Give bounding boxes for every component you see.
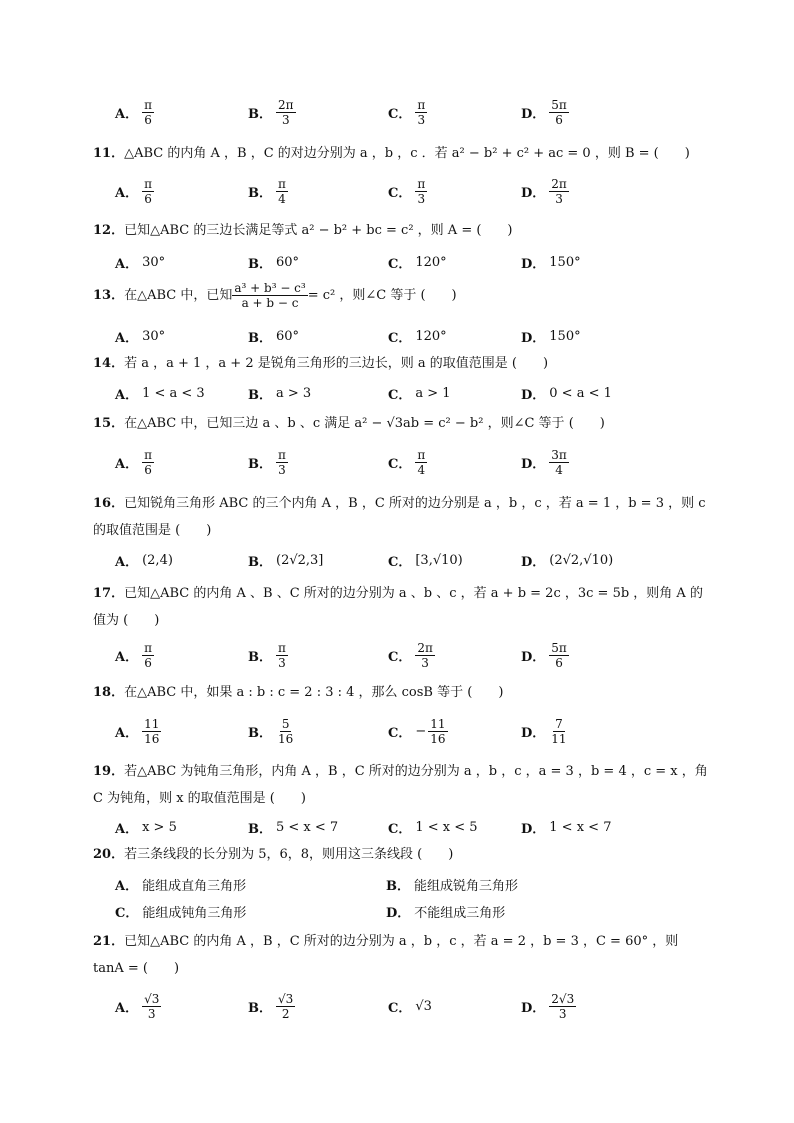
question-text: 在△ABC 中，如果 a : b : c = 2 : 3 : 4 ，那么 cosB 等于 ( ) [124,685,504,700]
fraction-numerator: 2π [278,97,294,112]
option-label: C． [388,330,412,346]
option-label: D． [521,456,546,472]
option-fraction [276,641,288,670]
option-label: B． [248,330,272,346]
question-number: 12． [93,223,125,238]
question-number: 16． [93,496,125,511]
q16-options [115,541,715,579]
fraction-numerator: π [144,447,152,462]
fraction-numerator: 11 [430,716,446,731]
option-d[interactable] [521,808,611,846]
fraction-denominator: 6 [555,655,563,670]
q20-options-row2 [115,900,715,922]
option-c[interactable] [388,317,447,355]
fraction-denominator: 16 [430,731,446,746]
option-fraction [142,448,154,477]
option-value: 1 < a < 3 [142,385,205,401]
question-21 [93,928,713,982]
option-label: A． [115,878,139,894]
q12-options [115,243,715,281]
option-label: B． [248,256,272,272]
question-number: 18． [93,685,125,700]
question-number: 15． [93,416,125,431]
option-c[interactable] [388,93,427,131]
fraction-denominator: 11 [551,731,567,746]
question-20 [93,844,713,866]
option-label: C． [388,456,412,472]
option-a[interactable] [115,987,161,1025]
option-a[interactable] [115,172,154,210]
option-value: 0 < a < 1 [549,385,612,401]
fraction-numerator: π [144,640,152,655]
option-a[interactable] [115,808,177,846]
option-value: √3 [415,998,432,1014]
option-value: (2√2,3] [276,552,324,568]
fraction-numerator: π [278,640,286,655]
question-text: 若△ABC 为钝角三角形，内角 A ，B ，C 所对的边分别为 a ，b ，c ，a = 3 ，b = 4 ，c = x ，角 C 为钝角，则 x 的取值范围是 ( ) [93,764,712,806]
question-18 [93,682,713,704]
option-value: [3,√10) [415,552,463,568]
option-d[interactable] [521,374,612,412]
fraction-denominator: 4 [417,462,426,477]
q14-options [115,374,715,412]
option-b[interactable] [248,317,299,355]
q19-options [115,808,715,846]
fraction-numerator: 2√3 [551,991,575,1006]
question-13 [93,279,713,313]
option-fraction [276,177,288,206]
fraction-denominator: 2 [281,1006,290,1021]
question-text: 若 a ，a + 1 ，a + 2 是锐角三角形的三边长，则 a 的取值范围是 ( ) [124,356,549,371]
fraction-denominator: a + b − c [241,296,299,310]
option-d[interactable] [521,243,581,281]
option-value: a > 1 [415,385,451,401]
option-c[interactable] [388,443,427,481]
fraction-denominator: 3 [278,655,286,670]
option-value: 能组成钝角三角形 [142,905,247,921]
option-value: 150° [549,328,581,344]
option-fraction [142,177,154,206]
option-b[interactable] [386,873,518,895]
fraction-numerator: π [144,176,152,191]
question-text-post: = c² ，则∠C 等于 ( ) [307,288,457,303]
option-label: B． [386,878,410,894]
option-label: A． [115,1000,139,1016]
option-fraction [428,717,447,746]
question-text: 已知△ABC 的内角 A ，B ，C 所对的边分别为 a ，b ，c ，若 a = 2 ，b = 3 ，C = 60° ，则 tanA = ( ) [93,934,683,976]
option-label: B． [248,1000,272,1016]
option-fraction [276,448,288,477]
fraction-denominator: 4 [278,191,286,206]
option-fraction [142,992,161,1021]
fraction-denominator: 3 [417,191,426,206]
question-text: 已知△ABC 的三边长满足等式 a² − b² + bc = c² ，则 A = ( ) [124,223,513,238]
option-value: 1 < x < 7 [549,819,612,835]
option-fraction [549,98,569,127]
question-text-pre: 在△ABC 中，已知 [124,288,233,303]
question-19 [93,758,713,812]
option-value: (2√2,√10) [549,552,614,568]
option-d[interactable] [521,93,569,131]
fraction-denominator: 6 [144,112,152,127]
option-label: B． [248,456,272,472]
fraction-numerator: 5π [551,640,567,655]
option-label: D． [521,330,546,346]
option-fraction [142,641,154,670]
option-a[interactable] [115,374,205,412]
question-12 [93,220,713,242]
option-label: B． [248,387,272,403]
option-value: x > 5 [142,819,177,835]
question-number: 11． [93,146,125,161]
option-fraction [276,98,296,127]
option-b[interactable] [248,541,323,579]
option-d[interactable] [521,541,613,579]
question-text: 已知△ABC 的内角 A 、B 、C 所对的边分别为 a 、b 、c ，若 a + b = 2c ，3c = 5b ，则角 A 的值为 ( ) [93,586,703,628]
option-value: 能组成锐角三角形 [414,878,519,894]
option-a[interactable] [115,317,165,355]
fraction-denominator: 6 [555,112,563,127]
option-c[interactable] [388,541,463,579]
fraction-numerator: π [417,97,426,112]
option-label: D． [521,554,546,570]
option-d[interactable] [521,636,569,674]
option-value: 120° [415,328,447,344]
q10-options [115,93,715,131]
option-label: C． [388,554,412,570]
option-c[interactable] [388,243,447,281]
option-label: B． [248,725,272,741]
option-label: B． [248,649,272,665]
option-label: C． [388,821,412,837]
fraction-numerator: 2π [417,640,433,655]
option-label: C． [388,1000,412,1016]
fraction-denominator: 3 [281,112,290,127]
option-label: A． [115,821,139,837]
question-text: 在△ABC 中，已知三边 a 、b 、c 满足 a² − √3ab = c² − b² ，则∠C 等于 ( ) [124,416,605,431]
fraction-denominator: 16 [144,731,160,746]
option-value: 150° [549,254,581,270]
fraction-denominator: 6 [144,191,152,206]
q21-options [115,987,715,1025]
question-number: 21． [93,934,125,949]
option-label: A． [115,106,139,122]
fraction-denominator: 16 [278,731,294,746]
question-text: △ABC 的内角 A ，B ，C 的对边分别为 a ，b ，c ．若 a² − b² + c² + ac = 0 ，则 B = ( ) [124,146,690,161]
option-label: D． [521,106,546,122]
option-label: C． [388,256,412,272]
q17-options [115,636,715,674]
option-c[interactable] [388,172,427,210]
negative-sign: − [415,723,427,739]
question-number: 20． [93,847,125,862]
question-number: 19． [93,764,125,779]
option-label: D． [521,1000,546,1016]
option-d[interactable] [521,712,569,750]
option-fraction [415,448,427,477]
option-label: C． [388,106,412,122]
option-a[interactable] [115,541,173,579]
option-label: C． [115,905,139,921]
option-label: D． [386,905,411,921]
question-text: 若三条线段的长分别为 5，6，8，则用这三条线段 ( ) [124,847,454,862]
option-value: 60° [276,254,300,270]
q13-options [115,317,715,355]
option-label: D． [521,256,546,272]
option-b[interactable] [248,374,311,412]
fraction-denominator: 6 [144,655,152,670]
option-label: C． [388,725,412,741]
option-label: A． [115,649,139,665]
option-c[interactable] [388,374,451,412]
fraction-numerator: √3 [144,991,160,1006]
fraction-numerator: 5 [281,716,290,731]
option-label: D． [521,387,546,403]
option-value: (2,4) [142,552,173,568]
option-value: 30° [142,328,166,344]
option-fraction [549,177,569,206]
option-label: D． [521,725,546,741]
option-fraction [276,717,295,746]
fraction-numerator: π [278,176,286,191]
fraction-numerator: π [278,447,286,462]
option-a[interactable] [115,93,154,131]
q11-options [115,172,715,210]
option-fraction [549,992,576,1021]
option-a[interactable] [115,873,246,895]
option-label: A． [115,456,139,472]
option-c[interactable] [388,987,432,1025]
option-label: A． [115,330,139,346]
option-fraction [549,641,569,670]
option-fraction [415,641,435,670]
option-label: A． [115,725,139,741]
option-c[interactable] [388,712,448,750]
option-label: C． [388,649,412,665]
option-c[interactable] [388,636,435,674]
option-label: C． [388,387,412,403]
q18-options [115,712,715,750]
fraction-numerator: π [417,447,426,462]
option-d[interactable] [521,987,576,1025]
option-label: D． [521,649,546,665]
option-value: 不能组成三角形 [414,905,506,921]
option-b[interactable] [248,636,288,674]
fraction-denominator: 3 [555,191,563,206]
question-fraction [232,281,307,310]
option-d[interactable] [521,317,581,355]
option-value: 1 < x < 5 [415,819,478,835]
option-c[interactable] [388,808,478,846]
option-label: D． [521,185,546,201]
option-fraction [415,177,427,206]
fraction-denominator: 3 [417,112,426,127]
option-value: 30° [142,254,166,270]
option-label: A． [115,185,139,201]
question-number: 17． [93,586,125,601]
fraction-numerator: 11 [144,716,160,731]
q15-options [115,443,715,481]
question-text: 已知锐角三角形 ABC 的三个内角 A ，B ，C 所对的边分别是 a ，b ，c ，若 a = 1 ，b = 3 ，则 c 的取值范围是 ( ) [93,496,710,538]
option-b[interactable] [248,443,288,481]
q20-options-row1 [115,873,715,895]
option-label: C． [388,185,412,201]
option-fraction [549,448,569,477]
option-value: 120° [415,254,447,270]
option-d[interactable] [386,900,505,922]
option-d[interactable] [521,172,569,210]
option-a[interactable] [115,636,154,674]
option-label: B． [248,185,272,201]
question-11 [93,143,713,165]
option-b[interactable] [248,712,295,750]
option-a[interactable] [115,443,154,481]
question-number: 14． [93,356,125,371]
fraction-numerator: 7 [555,716,563,731]
option-label: B． [248,821,272,837]
option-label: B． [248,106,272,122]
option-value: 5 < x < 7 [276,819,339,835]
fraction-numerator: 2π [551,176,567,191]
option-a[interactable] [115,243,165,281]
fraction-numerator: 3π [551,447,567,462]
option-value: 60° [276,328,300,344]
question-number: 13． [93,288,125,303]
question-15 [93,413,713,435]
fraction-numerator: π [417,176,426,191]
option-fraction [415,98,427,127]
option-label: A． [115,256,139,272]
fraction-denominator: 3 [558,1006,567,1021]
option-fraction [549,717,568,746]
question-17 [93,580,713,634]
option-label: A． [115,554,139,570]
fraction-denominator: 4 [555,462,563,477]
option-fraction [276,992,295,1021]
option-c[interactable] [115,900,246,922]
option-label: B． [248,554,272,570]
fraction-numerator: a³ + b³ − c³ [234,281,306,295]
option-b[interactable] [248,243,299,281]
option-label: A． [115,387,139,403]
fraction-numerator: π [144,97,152,112]
fraction-denominator: 3 [278,462,286,477]
fraction-denominator: 3 [147,1006,156,1021]
option-label: D． [521,821,546,837]
option-value: a > 3 [276,385,312,401]
option-d[interactable] [521,443,569,481]
option-b[interactable] [248,808,338,846]
question-14 [93,353,713,375]
fraction-denominator: 3 [421,655,429,670]
fraction-denominator: 6 [144,462,152,477]
fraction-numerator: √3 [278,991,294,1006]
option-fraction [142,98,154,127]
option-fraction [142,717,161,746]
fraction-numerator: 5π [551,97,567,112]
option-b[interactable] [248,987,295,1025]
question-16 [93,490,713,544]
option-value: 能组成直角三角形 [142,878,247,894]
option-b[interactable] [248,93,296,131]
option-b[interactable] [248,172,288,210]
option-a[interactable] [115,712,161,750]
